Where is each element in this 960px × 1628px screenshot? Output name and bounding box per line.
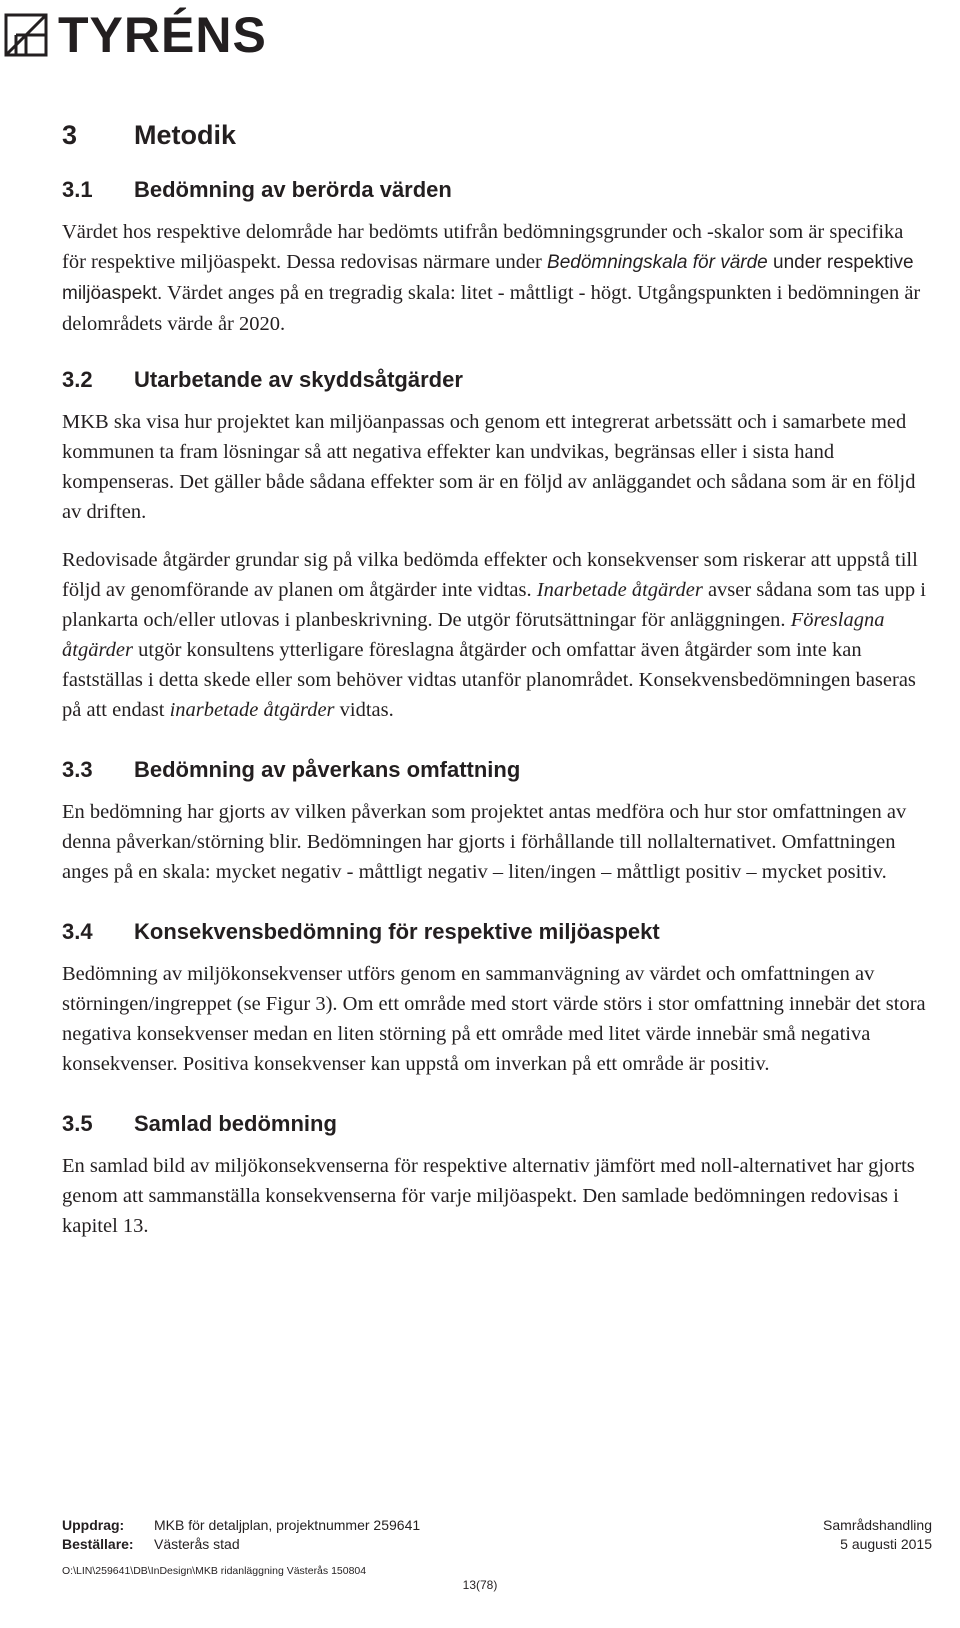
section-number: 3.5 [62,1111,93,1136]
section-heading-3-3 [62,755,932,785]
section-heading-3-2 [62,365,932,395]
paragraph-3-2-b: Redovisade åtgärder grundar sig på vilka bedömda effekter och konsekvenser som riskerar att uppstå till följd av genomförande av planen om åtgärder inte vidtas. Inarbetade åtgärder avser sådana som tas upp i plankarta och/eller utlovas i planbeskrivning. De utgör förutsättningar för anläggningen. Föreslagna åtgärder utgör konsultens ytterligare föreslagna åtgärder och omfattar även åtgärder som inte kan fastställas i detta skede eller som behöver vidtas utanför planområdet. Konsekvensbedömningen baseras på att endast inarbetade åtgärder vidtas. [62,549,926,721]
section-title: Bedömning av berörda värden [134,177,452,202]
footer-row-uppdrag [62,1516,932,1535]
page-number: 13(78) [462,1578,498,1592]
section-title: Bedömning av påverkans omfattning [134,757,521,782]
section-heading-3-1 [62,175,932,205]
section-number: 3.1 [62,177,93,202]
section-title: Utarbetande av skyddsåtgärder [134,367,463,392]
tyrens-logo-icon [4,13,48,57]
paragraph-3-2-a: MKB ska visa hur projektet kan miljöanpassas och genom ett integrerat arbetssätt och i samarbete med kommunen ta fram lösningar så att negativa effekter kan undvikas, begränsas eller i sista hand kompenseras. Det gäller både sådana effekter som är en följd av anläggandet och sådana som är en följd av driften. [62,411,916,523]
paragraph-3-3: En bedömning har gjorts av vilken påverkan som projektet antas medföra och hur stor omfattningen av denna påverkan/störning blir. Bedömningen har gjorts i förhållande till nollalternativet. Omfattningen anges på en skala: mycket negativ - måttligt negativ – liten/ingen – måttligt positiv – mycket positiv. [62,801,907,883]
paragraph-3-5: En samlad bild av miljökonsekvenserna för respektive alternativ jämfört med noll-alternativet har gjorts genom att sammanställa konsekvenserna för varje miljöaspekt. Den samlade bedömningen redovisas i kapitel 13. [62,1155,915,1237]
chapter-number: 3 [62,120,78,150]
chapter-title: Metodik [134,120,237,150]
page-footer [62,1516,932,1581]
paragraph-3-4: Bedömning av miljökonsekvenser utförs genom en sammanvägning av värdet och omfattningen av störningen/ingreppet (se Figur 3). Om ett område med stort värde störs i stor omfattning innebär det stora negativa konsekvenser medan en liten störning på ett område med litet värde innebär små negativa konsekvenser. Positiva konsekvenser kan uppstå om inverkan på ett område är positiv. [62,963,926,1075]
page-content [62,118,932,1241]
footer-date: 5 augusti 2015 [840,1536,932,1552]
section-heading-3-4 [62,917,932,947]
footer-bestallare-value: Västerås stad [154,1536,240,1552]
logo-text: TYRÉNS [58,7,267,63]
section-title: Konsekvensbedömning för respektive miljöaspekt [134,919,660,944]
footer-doc-type: Samrådshandling [823,1517,932,1533]
footer-uppdrag-label: Uppdrag: [62,1517,125,1533]
footer-uppdrag-value: MKB för detaljplan, projektnummer 259641 [154,1517,421,1533]
section-title: Samlad bedömning [134,1111,337,1136]
paragraph-3-1: Värdet hos respektive delområde har bedömts utifrån bedömningsgrunder och -skalor som är specifika för respektive miljöaspekt. Dessa redovisas närmare under Bedömningskala för värde under respektive miljöaspekt. Värdet anges på en tregradig skala: litet - måttligt - högt. Utgångspunkten i bedömningen är delområdets värde år 2020. [62,221,921,335]
section-number: 3.2 [62,367,93,392]
section-heading-3-5 [62,1109,932,1139]
section-number: 3.4 [62,919,93,944]
tyrens-logo [4,7,267,63]
section-number: 3.3 [62,757,93,782]
footer-file-path: O:\LIN\259641\DB\InDesign\MKB ridanläggning Västerås 150804 [62,1565,367,1577]
footer-bestallare-label: Beställare: [62,1536,134,1552]
chapter-heading [62,118,932,152]
footer-row-bestallare [62,1535,932,1554]
